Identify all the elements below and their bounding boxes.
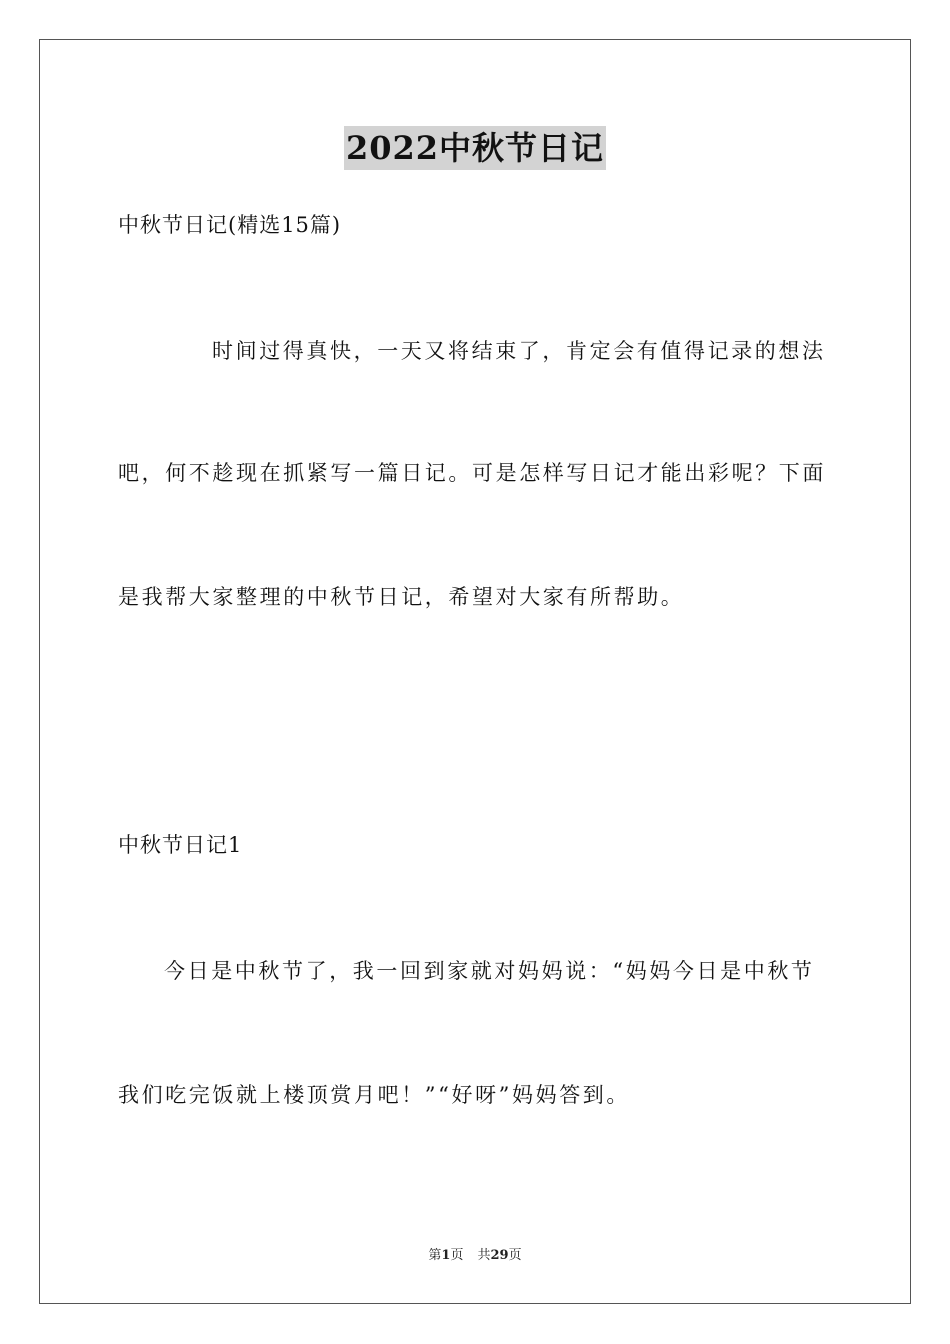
footer-total-suffix: 页: [508, 1248, 522, 1263]
footer-page-suffix: 页: [450, 1248, 464, 1263]
intro-line-3: 是我帮大家整理的中秋节日记，希望对大家有所帮助。: [118, 585, 685, 609]
section-line-2: 我们吃完饭就上楼顶赏月吧！”“好呀”妈妈答到。: [118, 1083, 631, 1107]
section-line-1: 今日是中秋节了，我一回到家就对妈妈说：“妈妈今日是中秋节: [164, 959, 815, 983]
title-container: [0, 126, 950, 170]
footer-total-pages: 29: [490, 1248, 509, 1263]
intro-line-1: 时间过得真快，一天又将结束了，肯定会有值得记录的想法: [212, 339, 826, 363]
footer-total-prefix: 共: [477, 1248, 491, 1263]
footer-page-number: 1: [441, 1248, 451, 1263]
intro-line-2: 吧，何不趁现在抓紧写一篇日记。可是怎样写日记才能出彩呢？下面: [118, 461, 826, 485]
document-subtitle: 中秋节日记(精选15篇): [118, 213, 342, 237]
document-title: 2022中秋节日记: [344, 126, 606, 170]
page-footer: [0, 1247, 950, 1265]
section-heading: 中秋节日记1: [118, 833, 243, 857]
footer-page-prefix: 第: [428, 1248, 442, 1263]
